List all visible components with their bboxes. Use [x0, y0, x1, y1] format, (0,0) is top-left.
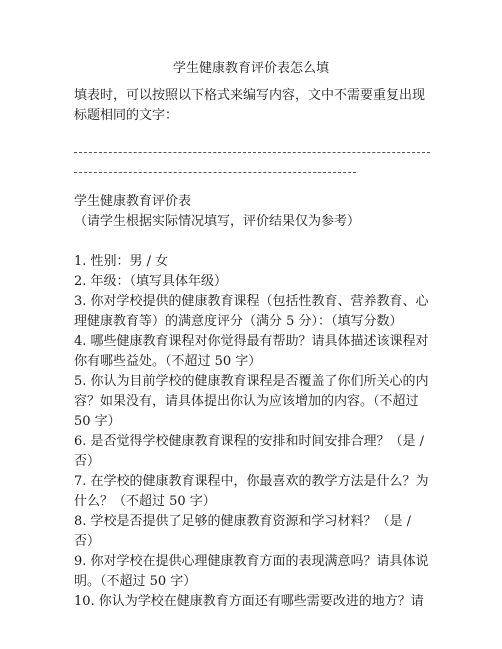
list-item: 2. 年级：（填写具体年级） [74, 274, 228, 289]
document-title: 学生健康教育评价表怎么填 [172, 61, 329, 76]
form-note: （请学生根据实际情况填写，评价结果仅为参考） [74, 214, 361, 229]
dashed-separator [74, 152, 430, 154]
list-item: 10. 你认为学校在健康教育方面还有哪些需要改进的地方？请 [74, 594, 424, 609]
form-title: 学生健康教育评价表 [74, 194, 192, 209]
list-item: 6. 是否觉得学校健康教育课程的安排和时间安排合理？（是 / 否） [74, 434, 425, 469]
list-item: 7. 在学校的健康教育课程中，你最喜欢的教学方法是什么？为什么？（不超过 50 字） [74, 474, 429, 509]
list-item: 1. 性别：男 / 女 [74, 254, 169, 269]
question-list [74, 252, 430, 612]
list-item: 5. 你认为目前学校的健康教育课程是否覆盖了你们所关心的内容？如果没有，请具体提出你认为应该增加的内容。（不超过 50 字） [74, 374, 429, 429]
list-item: 4. 哪些健康教育课程对你觉得最有帮助？请具体描述该课程对你有哪些益处。（不超过 50 字） [74, 334, 429, 369]
list-item: 9. 你对学校在提供心理健康教育方面的表现满意吗？请具体说明。（不超过 50 字） [74, 554, 429, 589]
dashed-separator-continued [74, 172, 356, 174]
list-item: 8. 学校是否提供了足够的健康教育资源和学习材料？（是 / 否） [74, 514, 412, 549]
intro-paragraph: 填表时，可以按照以下格式来编写内容，文中不需要重复出现标题相同的文字： [74, 88, 426, 123]
list-item: 3. 你对学校提供的健康教育课程（包括性教育、营养教育、心理健康教育等）的满意度评分（满分 5 分）：（填写分数） [74, 294, 429, 329]
